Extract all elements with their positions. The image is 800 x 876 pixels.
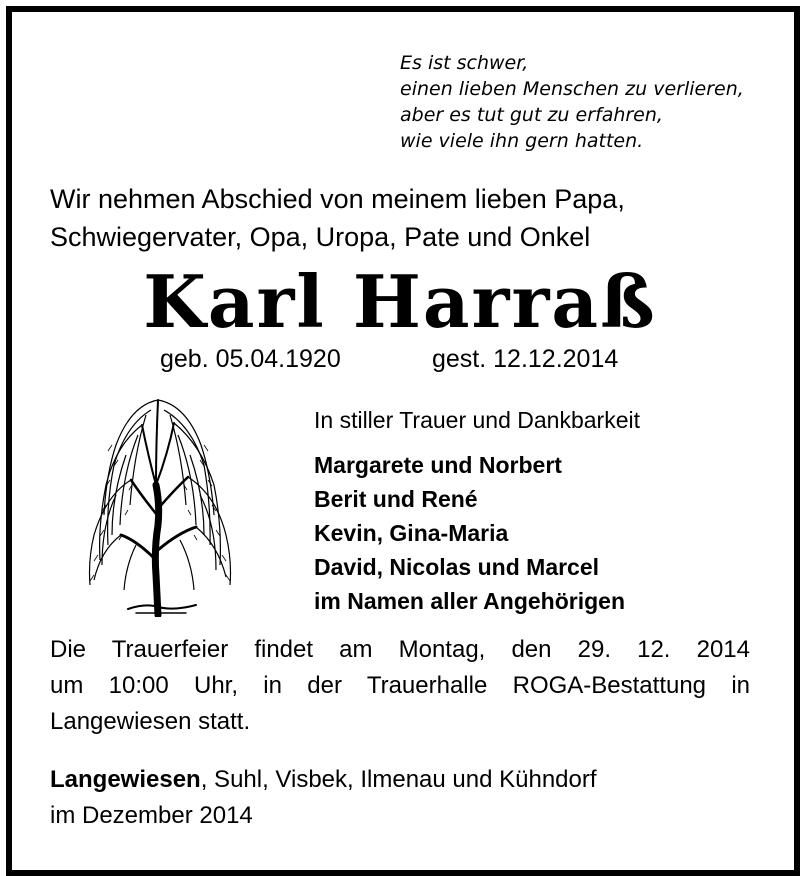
weeping-willow-icon — [76, 385, 241, 617]
place-and-date — [50, 762, 597, 834]
intro-line: Wir nehmen Abschied von meinem lieben Papa, — [50, 184, 625, 214]
quote-line: einen lieben Menschen zu verlieren, — [400, 78, 744, 100]
ceremony-line: Die Trauerfeier findet am Montag, den 29. 12. 2014 — [50, 636, 750, 663]
intro-line: Schwiegervater, Opa, Uropa, Pate und Onkel — [50, 222, 591, 252]
family-member: Kevin, Gina-Maria — [314, 520, 509, 546]
quote-line: aber es tut gut zu erfahren, — [400, 104, 663, 126]
family-member: Margarete und Norbert — [314, 452, 562, 478]
place-highlight: Langewiesen — [50, 766, 201, 793]
family-list — [314, 448, 625, 618]
quote-line: Es ist schwer, — [400, 52, 529, 74]
ceremony-line: Langewiesen statt. — [50, 708, 251, 735]
family-member: David, Nicolas und Marcel — [314, 554, 600, 580]
ceremony-notice — [50, 632, 750, 740]
ceremony-line: um 10:00 Uhr, in der Trauerhalle ROGA-Bestattung in — [50, 672, 750, 699]
date-line: im Dezember 2014 — [50, 802, 253, 829]
deceased-name: Karl Harraß — [143, 259, 657, 344]
family-member: im Namen aller Angehörigen — [314, 588, 625, 614]
intro-text — [50, 180, 625, 256]
place-line — [50, 762, 597, 798]
mourning-heading: In stiller Trauer und Dankbarkeit — [314, 407, 640, 433]
family-member: Berit und René — [314, 486, 478, 512]
death-date: gest. 12.12.2014 — [432, 345, 619, 373]
quote-line: wie viele ihn gern hatten. — [400, 130, 644, 152]
birth-date: geb. 05.04.1920 — [160, 345, 341, 373]
place-rest: , Suhl, Visbek, Ilmenau und Kühndorf — [200, 766, 597, 793]
quote — [400, 50, 744, 154]
